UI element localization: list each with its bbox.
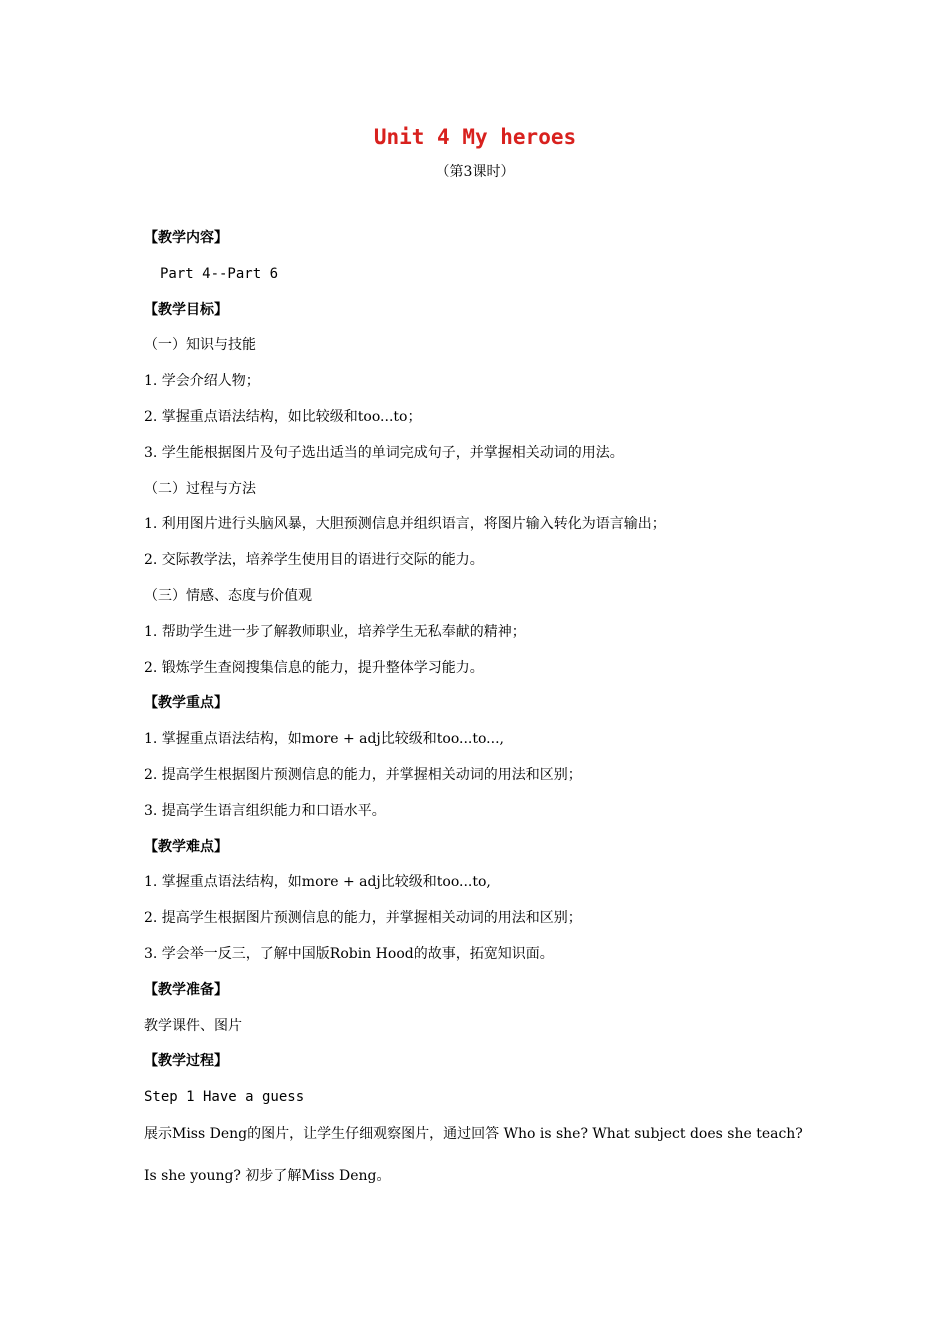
section-heading: 【教学重点】 <box>144 695 228 712</box>
text-line: 1. 掌握重点语法结构，如more + adj比较级和too...to..., <box>144 731 504 748</box>
text-line: 2. 掌握重点语法结构，如比较级和too...to； <box>144 408 422 425</box>
text-line: 1. 学会介绍人物； <box>144 373 260 390</box>
text-line: 2. 交际教学法，培养学生使用目的语进行交际的能力。 <box>144 552 484 569</box>
section-heading: 【教学目标】 <box>144 301 228 318</box>
document-body <box>144 228 814 1197</box>
lesson-period: （第3课时） <box>435 164 515 180</box>
text-line: 2. 提高学生根据图片预测信息的能力，并掌握相关动词的用法和区别； <box>144 766 582 783</box>
text-line: 2. 提高学生根据图片预测信息的能力，并掌握相关动词的用法和区别； <box>144 910 582 927</box>
text-line: Step 1 Have a guess <box>144 1089 305 1106</box>
section-heading: 【教学内容】 <box>144 230 228 246</box>
text-line: 1. 帮助学生进一步了解教师职业，培养学生无私奉献的精神； <box>144 623 526 640</box>
text-line: 2. 锻炼学生查阅搜集信息的能力，提升整体学习能力。 <box>144 659 484 676</box>
text-line: 3. 学会举一反三，了解中国版Robin Hood的故事，拓宽知识面。 <box>144 945 554 962</box>
section-heading: 【教学过程】 <box>144 1053 228 1070</box>
text-line: （一）知识与技能 <box>144 337 256 354</box>
text-line: 1. 利用图片进行头脑风暴，大胆预测信息并组织语言，将图片输入转化为语言输出； <box>144 516 666 533</box>
text-line: Part 4--Part 6 <box>160 265 279 282</box>
text-line: 3. 学生能根据图片及句子选出适当的单词完成句子，并掌握相关动词的用法。 <box>144 444 624 461</box>
text-line: （三）情感、态度与价值观 <box>144 587 312 604</box>
text-line: （二）过程与方法 <box>144 480 256 497</box>
paragraph: 展示Miss Deng的图片，让学生仔细观察图片，通过回答 Who is she? What subject does she teach? Is she young? 初步了解Miss Deng。 <box>144 1125 803 1184</box>
text-line: 1. 掌握重点语法结构，如more + adj比较级和too...to, <box>144 874 491 891</box>
section-heading: 【教学准备】 <box>144 981 228 998</box>
text-line: 3. 提高学生语言组织能力和口语水平。 <box>144 802 386 819</box>
document-title: Unit 4 My heroes <box>373 125 577 149</box>
text-line: 教学课件、图片 <box>144 1017 242 1034</box>
line-list <box>144 228 814 1107</box>
section-heading: 【教学难点】 <box>144 838 228 855</box>
